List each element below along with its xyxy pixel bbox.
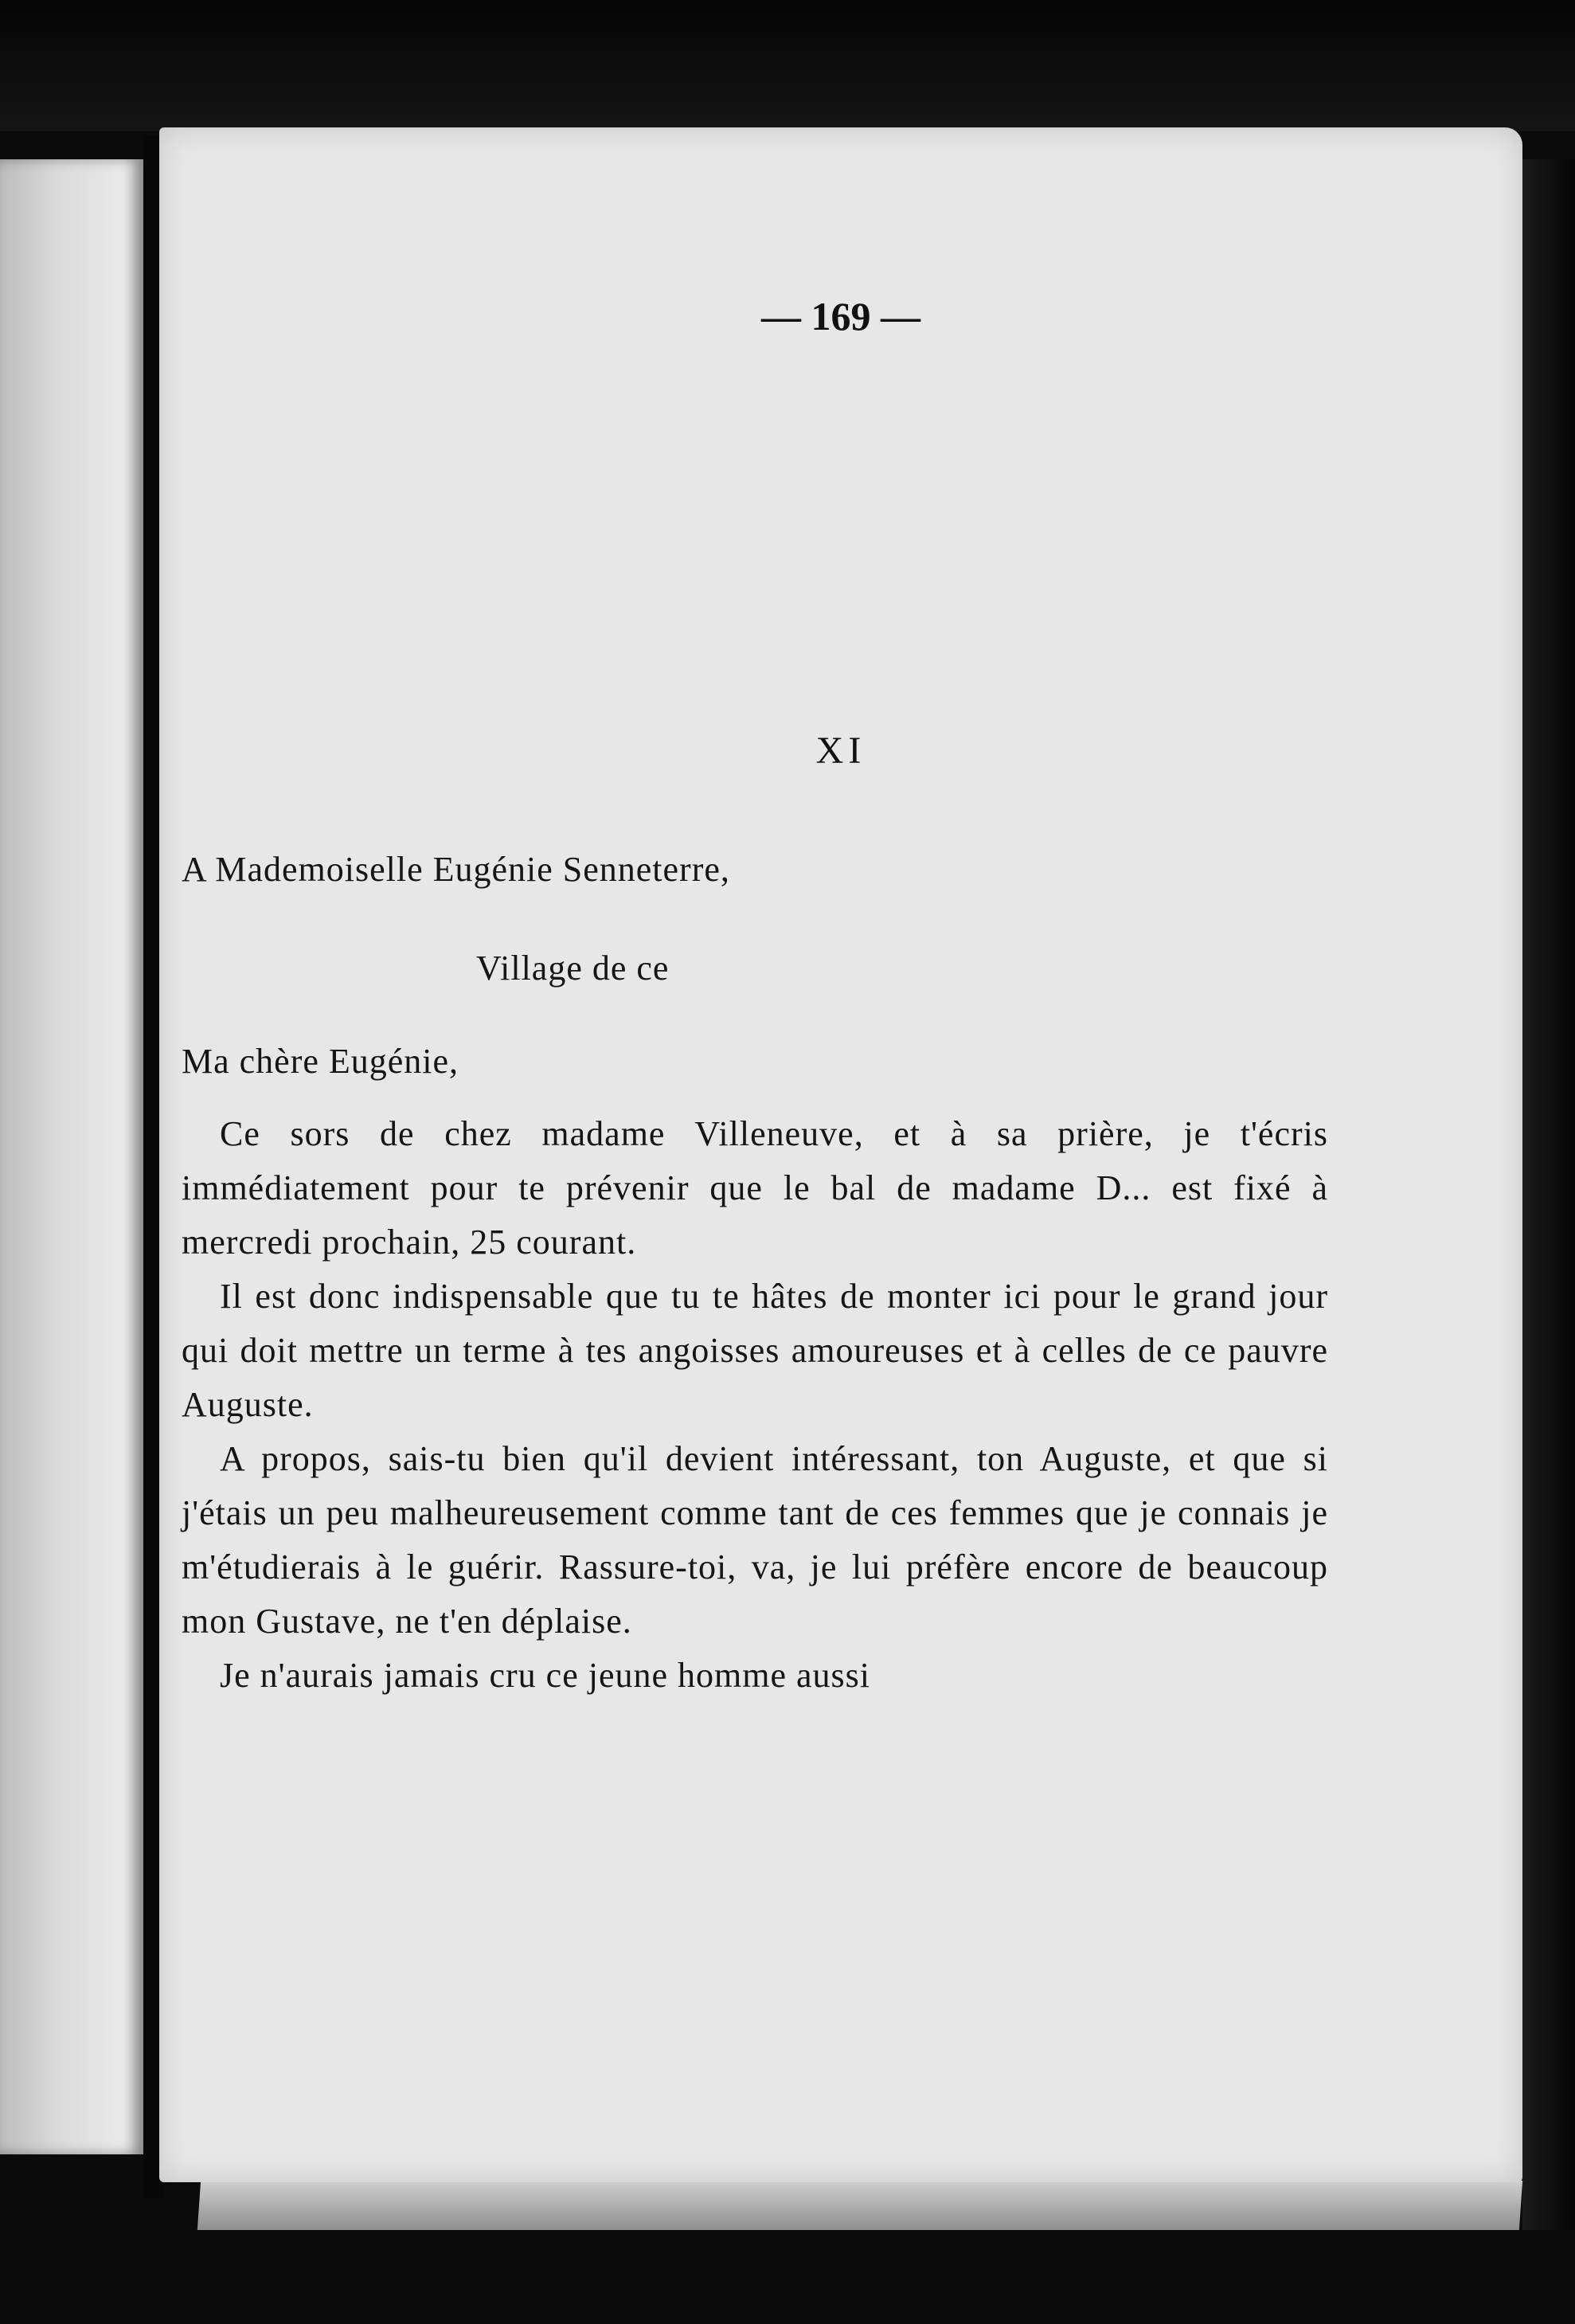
paragraph: A propos, sais-tu bien qu'il devient intéressant, ton Auguste, et que si j'étais un peu malheureusement comme tant de ces femmes que je connais je m'étudierais à le guérir. Rassure-toi, va, je lui préfère encore de beaucoup mon Gustave, ne t'en déplaise.	[182, 1439, 1328, 1641]
paragraph: Ce sors de chez madame Villeneuve, et à sa prière, je t'écris immédiatement pour te prévenir que le bal de madame D... est fixé à mercredi prochain, 25 courant.	[182, 1114, 1328, 1262]
chapter-heading: XI	[815, 730, 866, 772]
page-shadow	[1522, 159, 1575, 2230]
letter-body	[182, 1107, 1328, 1703]
scanner-background	[0, 0, 1575, 131]
letter-greeting: Ma chère Eugénie,	[182, 1042, 459, 1081]
page-bottom-edge	[197, 2181, 1522, 2230]
letter-addressee: A Mademoiselle Eugénie Senneterre,	[182, 850, 730, 889]
page-number: — 169 —	[761, 294, 920, 338]
facing-page-edge	[0, 159, 143, 2154]
paragraph: Il est donc indispensable que tu te hâtes de monter ici pour le grand jour qui doit mettre un terme à tes angoisses amoureuses et à celles de ce pauvre Auguste.	[182, 1277, 1328, 1424]
letter-place: Village de ce	[476, 949, 670, 988]
paragraph: Je n'aurais jamais cru ce jeune homme aussi	[220, 1656, 870, 1695]
